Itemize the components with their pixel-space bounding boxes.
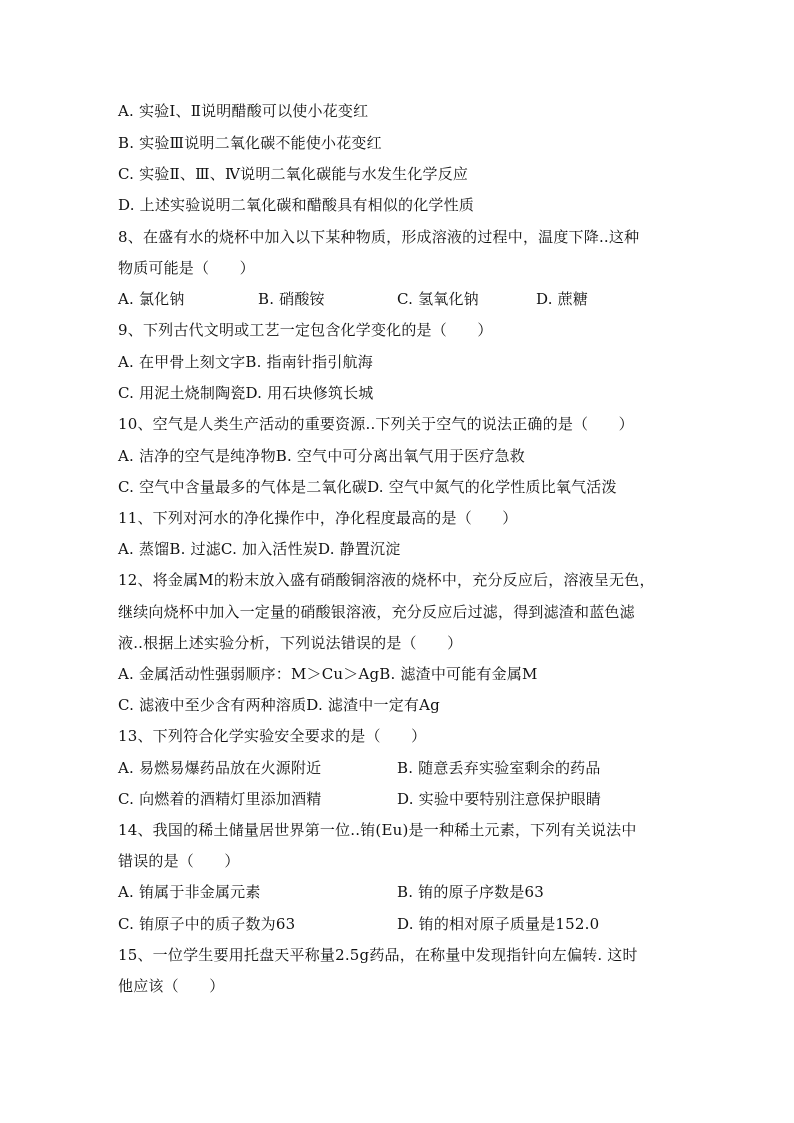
q7-option-a: A. 实验Ⅰ、Ⅱ说明醋酸可以使小花变红 [118,102,369,120]
q7-option-b: B. 实验Ⅲ说明二氧化碳不能使小花变红 [118,134,382,152]
q8-text-line-2: 物质可能是（ ） [118,259,255,277]
q14-option-c: C. 铕原子中的质子数为63 [118,915,296,933]
q7-option-d: D. 上述实验说明二氧化碳和醋酸具有相似的化学性质 [118,196,475,214]
q8-text-line-1: 8、在盛有水的烧杯中加入以下某种物质，形成溶液的过程中，温度下降..这种 [118,228,640,246]
q13-option-b: B. 随意丢弃实验室剩余的药品 [397,759,601,777]
q11-options: A. 蒸馏B. 过滤C. 加入活性炭D. 静置沉淀 [118,540,401,558]
q13-text: 13、下列符合化学实验安全要求的是（ ） [118,727,427,745]
q10-options-cd: C. 空气中含量最多的气体是二氧化碳D. 空气中氮气的化学性质比氧气活泼 [118,478,617,496]
q14-option-b: B. 铕的原子序数是63 [397,883,545,901]
q12-text-line-3: 液..根据上述实验分析，下列说法错误的是（ ） [118,634,463,652]
q14-option-a: A. 铕属于非金属元素 [118,883,261,901]
q8-option-c: C. 氢氧化钠 [397,290,479,308]
q14-text-line-2: 错误的是（ ） [118,852,240,870]
q8-option-b: B. 硝酸铵 [258,290,325,308]
q13-option-a: A. 易燃易爆药品放在火源附近 [118,759,322,777]
q10-text: 10、空气是人类生产活动的重要资源..下列关于空气的说法正确的是（ ） [118,415,634,433]
q15-text-line-1: 15、一位学生要用托盘天平称量2.5g药品，在称量中发现指针向左偏转. 这时 [118,946,638,964]
q13-option-c: C. 向燃着的酒精灯里添加酒精 [118,790,322,808]
q12-options-cd: C. 滤液中至少含有两种溶质D. 滤渣中一定有Ag [118,696,440,714]
q8-option-a: A. 氯化钠 [118,290,185,308]
q12-text-line-1: 12、将金属M的粉末放入盛有硝酸铜溶液的烧杯中，充分反应后，溶液呈无色， [118,571,655,589]
q15-text-line-2: 他应该（ ） [118,977,225,995]
q14-option-d: D. 铕的相对原子质量是152.0 [397,915,600,933]
q12-text-line-2: 继续向烧杯中加入一定量的硝酸银溶液，充分反应后过滤，得到滤渣和蓝色滤 [118,603,635,621]
q14-text-line-1: 14、我国的稀土储量居世界第一位..铕(Eu)是一种稀土元素，下列有关说法中 [118,821,637,839]
q7-option-c: C. 实验Ⅱ、Ⅲ、Ⅳ说明二氧化碳能与水发生化学反应 [118,165,469,183]
q13-option-d: D. 实验中要特别注意保护眼睛 [397,790,602,808]
q8-option-d: D. 蔗糖 [536,290,589,308]
q9-options-ab: A. 在甲骨上刻文字B. 指南针指引航海 [118,353,373,371]
q9-options-cd: C. 用泥土烧制陶瓷D. 用石块修筑长城 [118,384,374,402]
q12-options-ab: A. 金属活动性强弱顺序：M＞Cu＞AgB. 滤渣中可能有金属M [118,665,538,683]
q11-text: 11、下列对河水的净化操作中，净化程度最高的是（ ） [118,509,518,527]
q9-text: 9、下列古代文明或工艺一定包含化学变化的是（ ） [118,321,493,339]
q10-options-ab: A. 洁净的空气是纯净物B. 空气中可分离出氧气用于医疗急救 [118,447,525,465]
